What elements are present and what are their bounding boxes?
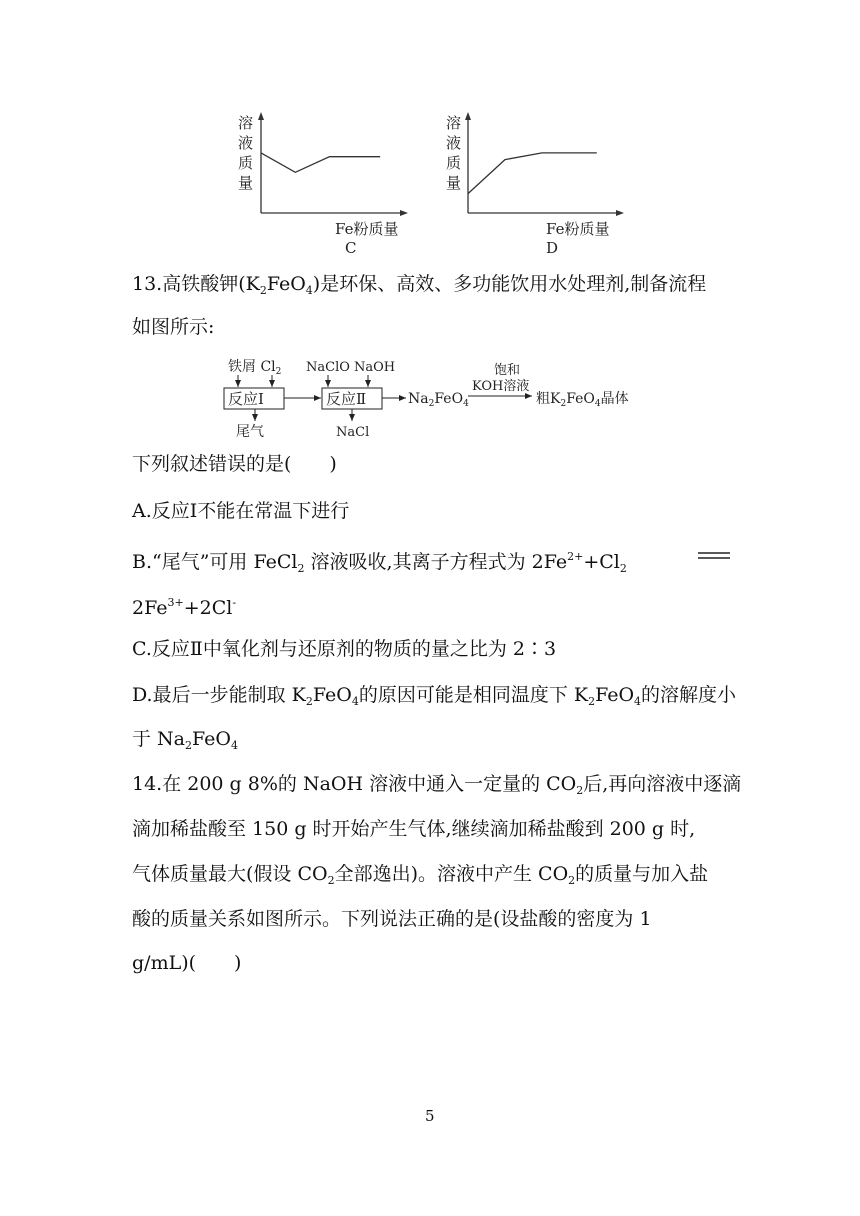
option-text: 于 Na — [132, 728, 185, 750]
flow-box-2-label: 反应Ⅱ — [326, 390, 367, 408]
graph-d-ylabel-char: 液 — [446, 134, 462, 152]
graph-d-curve — [468, 153, 597, 194]
graph-c-ylabel-char: 质 — [238, 154, 254, 172]
option-text: FeO — [595, 684, 635, 706]
subscript: 4 — [634, 695, 642, 708]
option-text: 溶液吸收,其离子方程式为 2Fe — [304, 551, 568, 573]
q13-text: )是环保、高效、多功能饮用水处理剂,制备流程 — [312, 273, 707, 295]
q14-line1 — [132, 771, 741, 804]
q13-option-c: C.反应Ⅱ中氧化剂与还原剂的物质的量之比为 2∶3 — [132, 638, 557, 660]
subscript: 2 — [568, 874, 576, 887]
graph-d-x-arrow — [616, 210, 624, 216]
option-text: 2Fe — [132, 597, 168, 619]
option-text: +2Cl — [183, 597, 233, 619]
q13-line1 — [132, 271, 706, 304]
q14-line5: g/mL)( ) — [132, 952, 242, 974]
q13-option-b — [132, 544, 627, 582]
subscript: 2 — [297, 562, 305, 575]
q14-line2: 滴加稀盐酸至 150 g 时开始产生气体,继续滴加稀盐酸到 200 g 时, — [132, 818, 696, 840]
q13-stem: 下列叙述错误的是( ) — [132, 453, 337, 475]
q13-text: FeO — [266, 273, 306, 295]
option-text: B.“尾气”可用 FeCl — [132, 551, 298, 573]
graph-c-ylabel — [238, 114, 253, 192]
option-text: +Cl — [583, 551, 620, 573]
q13-option-b-cont — [132, 590, 236, 621]
flow-byproduct-2: NaCl — [336, 425, 370, 440]
subscript: 4 — [230, 739, 238, 752]
subscript: 4 — [305, 284, 313, 297]
graph-c — [230, 108, 430, 258]
q14-line4: 酸的质量关系如图所示。下列说法正确的是(设盐酸的密度为 1 — [132, 908, 652, 930]
flow-condition-2: KOH溶液 — [472, 379, 530, 394]
graph-d-ylabel-char: 溶 — [446, 114, 462, 132]
q14-text: 后,再向溶液中逐滴 — [583, 773, 742, 795]
flow-byproduct-1: 尾气 — [236, 424, 264, 440]
subscript: 2 — [619, 562, 627, 575]
flow-final-product: 粗$K_2FeO_4$晶体 — [536, 391, 629, 409]
graph-d-ylabel-char: 质 — [446, 154, 462, 172]
option-text: FeO — [192, 728, 231, 750]
subscript: 4 — [351, 695, 359, 708]
q14-text: 气体质量最大(假设 CO — [132, 863, 328, 885]
flow-intermediate: $Na_2FeO_4$ — [408, 391, 469, 409]
option-text: FeO — [312, 684, 352, 706]
graph-c-ylabel-char: 量 — [238, 174, 254, 192]
page-number: 5 — [425, 1107, 435, 1125]
subscript: 2 — [305, 695, 313, 708]
graph-d — [438, 108, 638, 258]
option-text: D.最后一步能制取 K — [132, 684, 306, 706]
option-text: 的溶解度小 — [641, 684, 737, 706]
q13-option-a: A.反应Ⅰ不能在常温下进行 — [132, 500, 350, 522]
superscript: - — [232, 596, 237, 609]
q13-option-d — [132, 682, 736, 715]
graph-c-x-arrow — [400, 210, 408, 216]
superscript: 3+ — [167, 596, 184, 609]
subscript: 2 — [259, 284, 267, 297]
graph-d-ylabel — [446, 114, 461, 192]
flow-diagram — [218, 352, 658, 442]
graph-d-caption: D — [546, 239, 559, 257]
option-text: 的原因可能是相同温度下 K — [358, 684, 589, 706]
flow-condition-1: 饱和 — [494, 363, 521, 378]
graph-c-y-arrow — [258, 112, 264, 120]
subscript: 2 — [588, 695, 596, 708]
graph-c-ylabel-char: 液 — [238, 134, 254, 152]
superscript: 2+ — [567, 550, 584, 563]
flow-reagent-1: 铁屑 $Cl_2$ — [228, 359, 282, 377]
graph-d-xlabel: Fe粉质量 — [546, 220, 610, 238]
graph-d-ylabel-char: 量 — [446, 174, 462, 192]
q13-option-d-cont — [132, 726, 238, 759]
q14-line3 — [132, 861, 708, 894]
subscript: 2 — [185, 739, 192, 752]
flow-reagent-2: NaClO NaOH — [306, 360, 396, 375]
subscript: 2 — [576, 784, 584, 797]
equation-double-line — [698, 551, 732, 561]
q14-text: 的质量与加入盐 — [575, 863, 709, 885]
q13-line2: 如图所示: — [132, 316, 215, 338]
q14-text: 全部逸出)。溶液中产生 CO — [334, 863, 569, 885]
q14-text: 14.在 200 g 8%的 NaOH 溶液中通入一定量的 CO — [132, 773, 577, 795]
graph-c-xlabel: Fe粉质量 — [335, 220, 399, 238]
graph-d-y-arrow — [465, 112, 471, 120]
graph-c-ylabel-char: 溶 — [238, 114, 254, 132]
graph-c-caption: C — [345, 239, 357, 257]
flow-box-1-label: 反应Ⅰ — [228, 390, 264, 408]
graph-c-curve — [261, 153, 380, 172]
q13-text: 13.高铁酸钾(K — [132, 273, 260, 295]
subscript: 2 — [327, 874, 335, 887]
